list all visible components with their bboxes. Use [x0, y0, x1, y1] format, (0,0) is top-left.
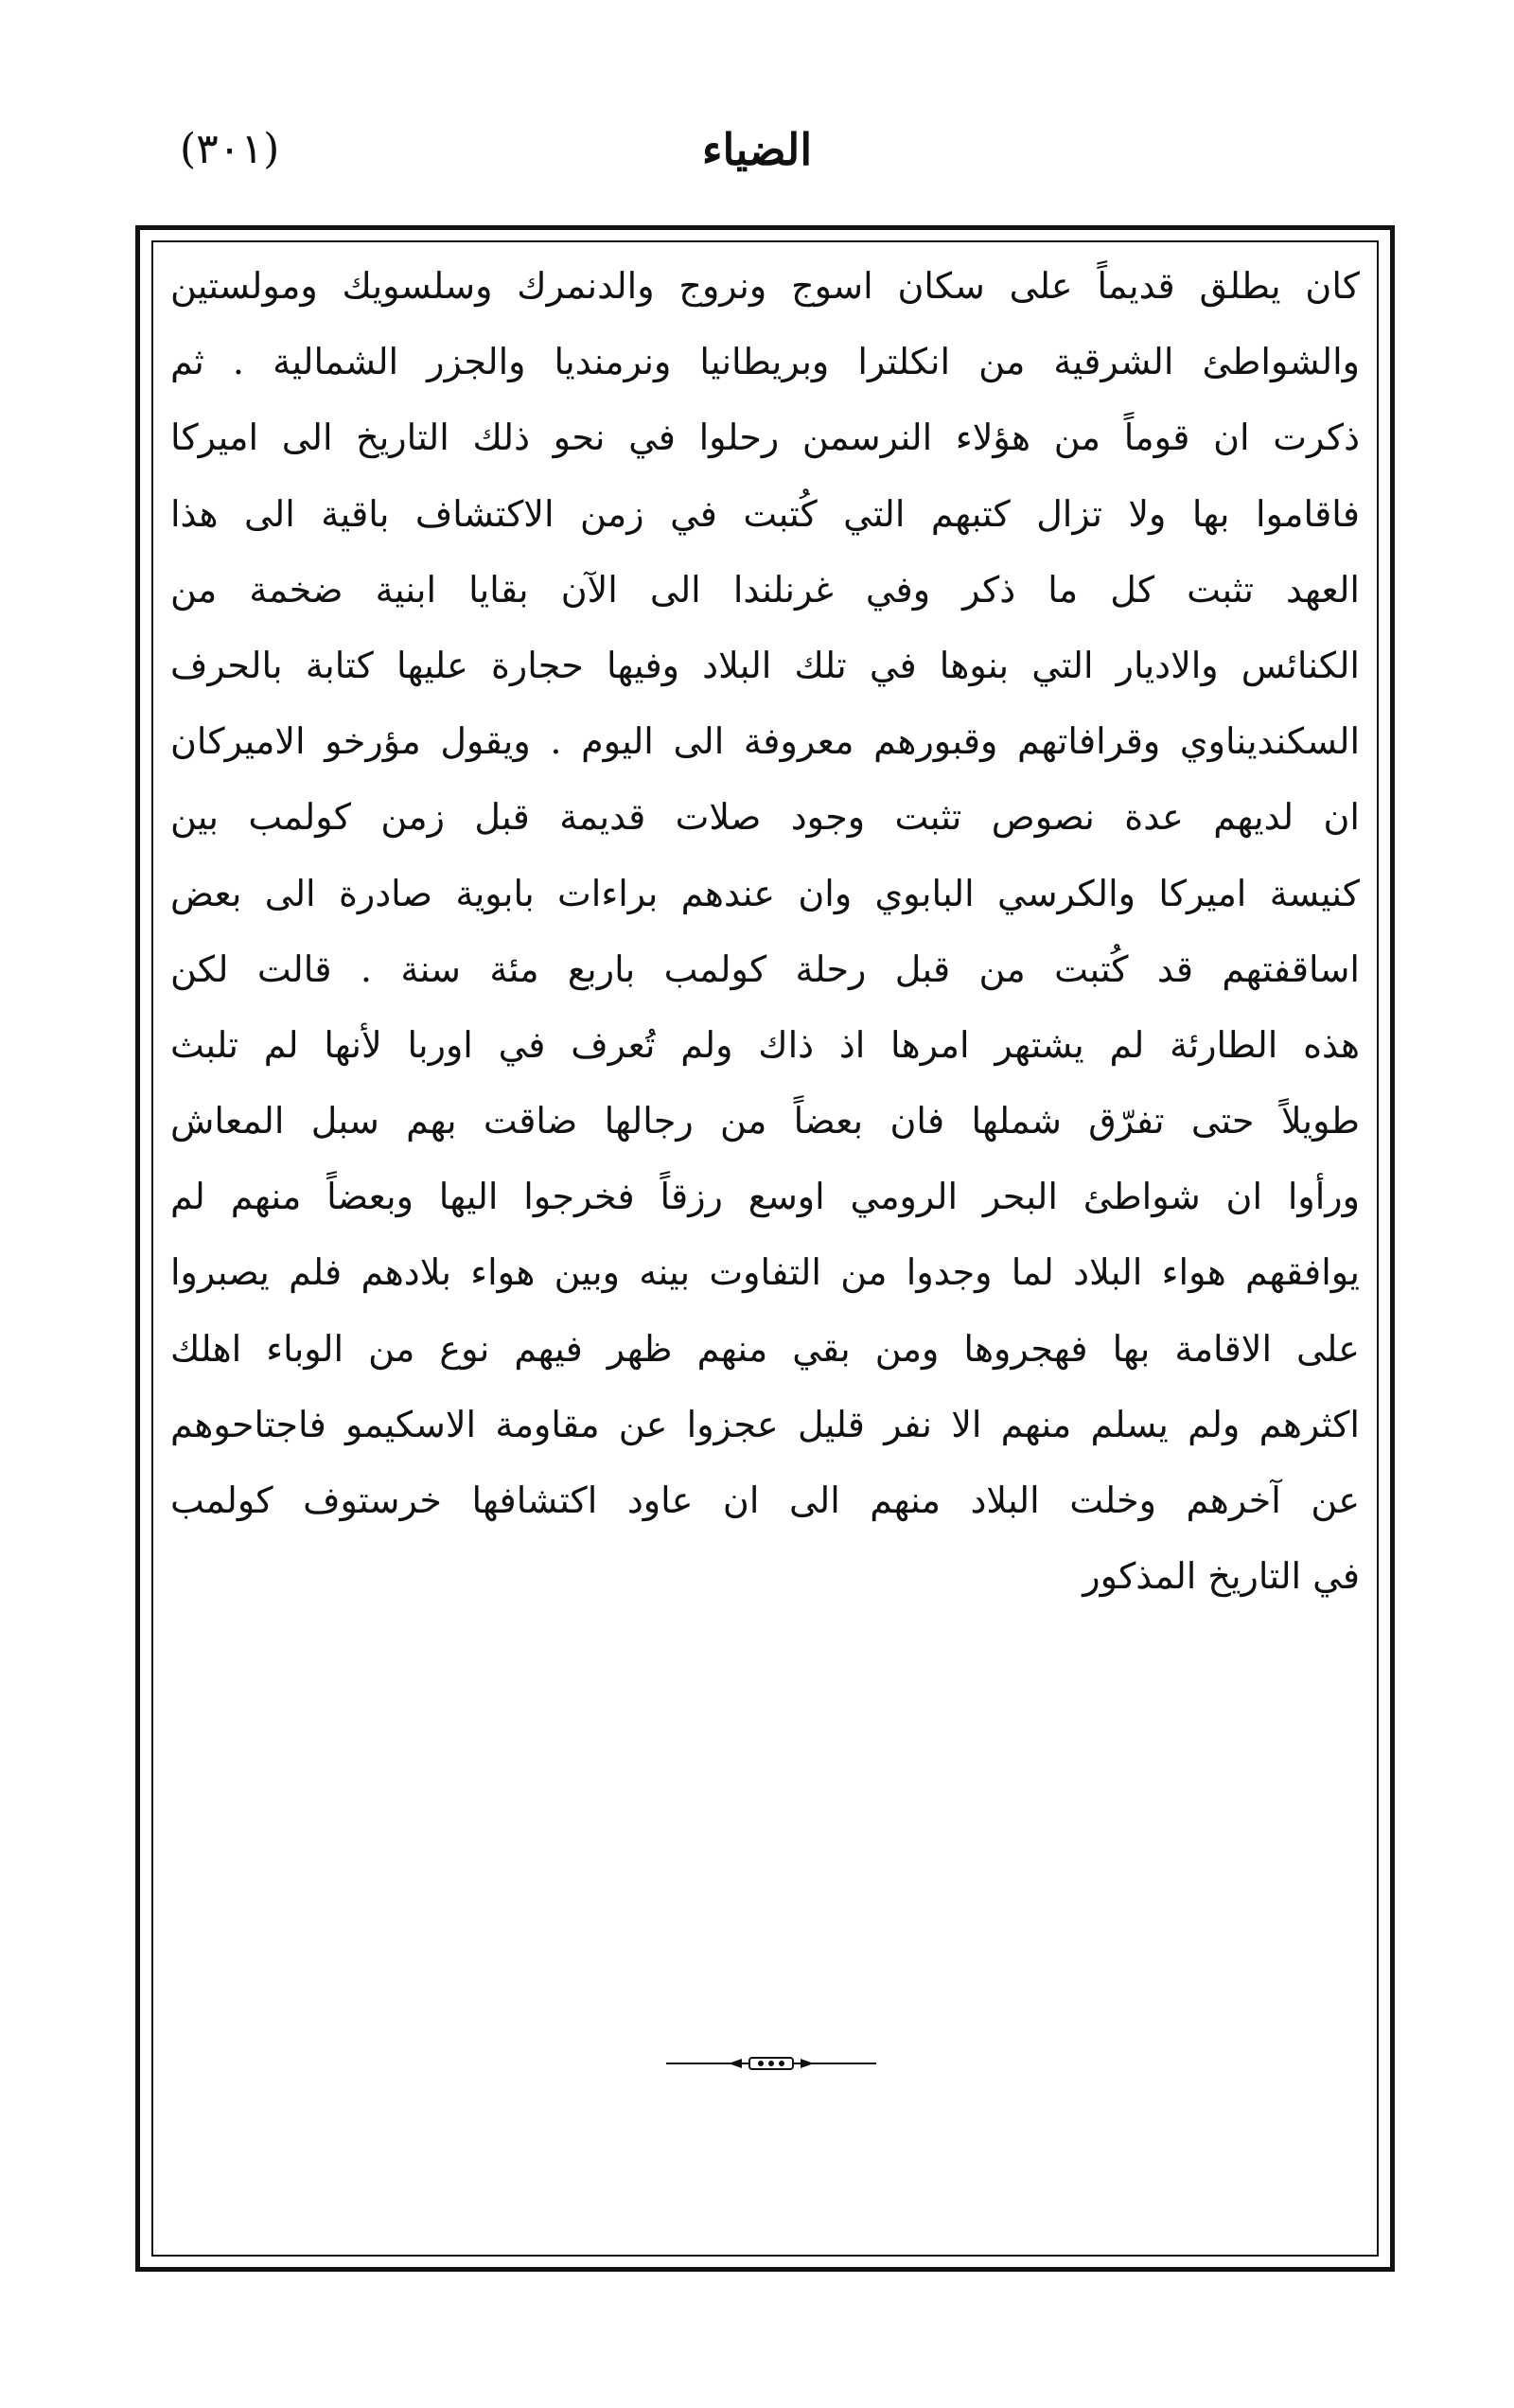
text-line-18: في التاريخ المذكور	[1083, 1555, 1360, 1598]
text-line-16: اكثرهم ولم يسلم منهم الا نفر قليل عجزوا عن مقاومة الاسكيمو فاجتاحوهم	[170, 1403, 1360, 1445]
page-number: (٣٠١)	[180, 125, 280, 173]
running-header-title: الضياء	[701, 124, 813, 175]
text-line-5: العهد تثبت كل ما ذكر وفي غرنلندا الى الآن بقايا ابنية ضخمة من	[170, 568, 1360, 611]
text-line-11: هذه الطارئة لم يشتهر امرها اذ ذاك ولم تُعرف في اوربا لأنها لم تلبث	[170, 1023, 1360, 1066]
text-line-17: عن آخرهم وخلت البلاد منهم الى ان عاود اكتشافها خرستوف كولمب	[170, 1479, 1360, 1521]
text-line-14: يوافقهم هواء البلاد لما وجدوا من التفاوت بينه وبين هواء بلادهم فلم يصبروا	[170, 1251, 1360, 1294]
end-ornament-icon	[662, 2052, 880, 2075]
text-line-12: طويلاً حتى تفرّق شملها فان بعضاً من رجالها ضاقت بهم سبل المعاش	[170, 1100, 1360, 1142]
text-line-9: كنيسة اميركا والكرسي البابوي وان عندهم براءات بابوية صادرة الى بعض	[170, 872, 1360, 914]
text-line-3: ذكرت ان قوماً من هؤلاء النرسمن رحلوا في نحو ذلك التاريخ الى اميركا	[170, 416, 1360, 459]
text-line-1: كان يطلق قديماً على سكان اسوج ونروج والدنمرك وسلسويك ومولستين	[170, 265, 1360, 307]
text-line-4: فاقاموا بها ولا تزال كتبهم التي كُتبت في زمن الاكتشاف باقية الى هذا	[170, 492, 1360, 535]
text-line-6: الكنائس والاديار التي بنوها في تلك البلاد وفيها حجارة عليها كتابة بالحرف	[170, 644, 1360, 686]
text-line-8: ان لديهم عدة نصوص تثبت وجود صلات قديمة قبل زمن كولمب بين	[170, 796, 1360, 839]
text-line-13: ورأوا ان شواطئ البحر الرومي اوسع رزقاً فخرجوا اليها وبعضاً منهم لم	[170, 1176, 1360, 1218]
text-line-15: على الاقامة بها فهجروها ومن بقي منهم ظهر فيهم نوع من الوباء اهلك	[170, 1327, 1360, 1370]
body-text	[170, 248, 1360, 1614]
text-line-2: والشواطئ الشرقية من انكلترا وبريطانيا ونرمنديا والجزر الشمالية . ثم	[170, 341, 1360, 383]
text-line-7: السكنديناوي وقرافاتهم وقبورهم معروفة الى اليوم . ويقول مؤرخو الاميركان	[170, 720, 1360, 763]
text-line-10: اساقفتهم قد كُتبت من قبل رحلة كولمب باربع مئة سنة . قالت لكن	[170, 947, 1360, 990]
